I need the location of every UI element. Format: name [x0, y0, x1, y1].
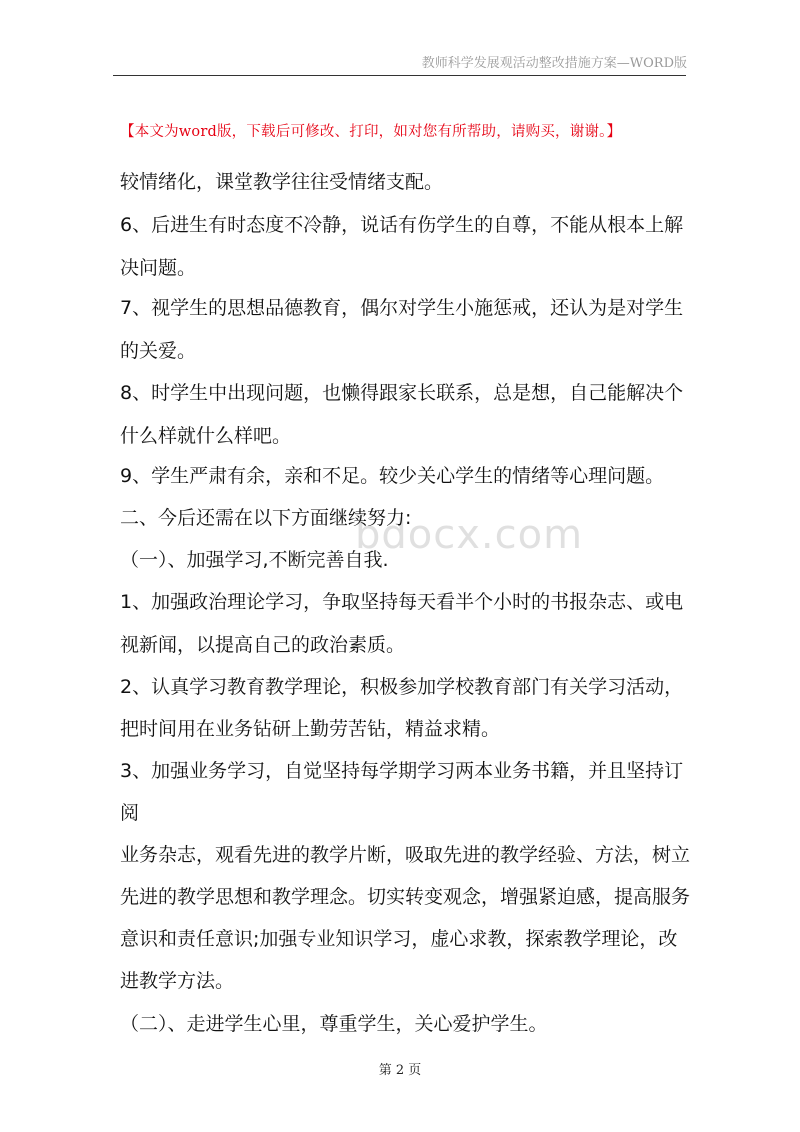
page-number: 第 2 页 [378, 1063, 422, 1078]
subsection-heading: （二）、走进学生心里，尊重学生，关心爱护学生。 [120, 1013, 548, 1035]
body-line: 什么样就什么样吧。 [120, 425, 292, 447]
body-line: 决问题。 [120, 257, 197, 279]
body-line: 6、后进生有时态度不冷静，说话有伤学生的自尊，不能从根本上解 [120, 214, 684, 236]
body-line: 业务杂志，观看先进的教学片断，吸取先进的教学经验、方法，树立 [120, 844, 691, 866]
body-line: 3、加强业务学习，自觉坚持每学期学习两本业务书籍，并且坚持订 [120, 760, 684, 782]
body-line: 的关爱。 [120, 340, 197, 362]
document-header-title: 教师科学发展观活动整改措施方案—WORD版 [421, 56, 687, 71]
purchase-notice: 【本文为word版，下载后可修改、打印，如对您有所帮助，请购买，谢谢。】 [120, 124, 622, 140]
body-line: 1、加强政治理论学习，争取坚持每天看半个小时的书报杂志、或电 [120, 591, 684, 613]
body-line: 把时间用在业务钻研上勤劳苦钻，精益求精。 [120, 718, 501, 740]
body-line: 8、时学生中出现问题，也懒得跟家长联系，总是想，自己能解决个 [120, 382, 684, 404]
body-line: 意识和责任意识;加强专业知识学习，虚心求教，探索教学理论，改 [120, 928, 678, 950]
body-line: 较情绪化，课堂教学往往受情绪支配。 [120, 171, 444, 193]
body-line: 阅 [120, 802, 140, 824]
section-heading: 二、今后还需在以下方面继续努力: [120, 507, 412, 529]
body-line: 进教学方法。 [120, 970, 235, 992]
watermark: bdocx.com [355, 512, 584, 558]
subsection-heading: （一）、加强学习,不断完善自我. [120, 549, 389, 571]
body-line: 7、视学生的思想品德教育，偶尔对学生小施惩戒，还认为是对学生 [120, 297, 684, 319]
body-line: 2、认真学习教育教学理论，积极参加学校教育部门有关学习活动， [120, 676, 684, 698]
header-divider [113, 75, 686, 76]
body-line: 视新闻，以提高自己的政治素质。 [120, 634, 406, 656]
body-line: 先进的教学思想和教学理念。切实转变观念，增强紧迫感，提高服务 [120, 886, 691, 908]
body-line: 9、学生严肃有余，亲和不足。较少关心学生的情绪等心理问题。 [120, 465, 665, 487]
